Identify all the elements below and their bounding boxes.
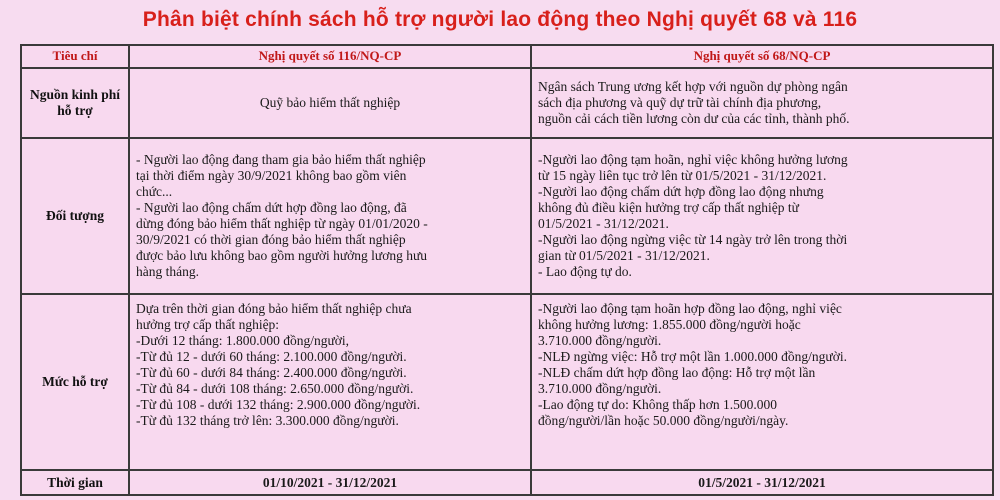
row-label-levels: Mức hỗ trợ bbox=[21, 294, 129, 470]
cell-text-line: không đủ điều kiện hưởng trợ cấp thất nghiệp từ bbox=[538, 200, 799, 216]
header-criteria: Tiêu chí bbox=[21, 45, 129, 68]
cell-subjects-nq116 bbox=[129, 138, 531, 294]
cell-text-line: được bảo lưu không bao gồm người hưởng lương hưu bbox=[136, 248, 428, 264]
cell-text-line: 30/9/2021 có thời gian đóng bảo hiểm thất nghiệp bbox=[136, 232, 406, 248]
cell-funding-nq68 bbox=[531, 68, 993, 139]
cell-text-line: hưởng trợ cấp thất nghiệp: bbox=[136, 316, 280, 332]
table-row-funding bbox=[21, 68, 993, 139]
cell-text-line: -NLĐ ngừng việc: Hỗ trợ một lần 1.000.000 đồng/người. bbox=[538, 348, 848, 364]
cell-text-line: Ngân sách Trung ương kết hợp với nguồn dự phòng ngân bbox=[538, 79, 848, 95]
cell-text-line: -Từ đủ 60 - dưới 84 tháng: 2.400.000 đồng/người. bbox=[136, 364, 407, 380]
row-label-funding: Nguồn kinh phí hỗ trợ bbox=[21, 68, 129, 139]
cell-text-line: -Từ đủ 12 - dưới 60 tháng: 2.100.000 đồng/người. bbox=[136, 348, 407, 364]
cell-text-line: -Dưới 12 tháng: 1.800.000 đồng/người, bbox=[136, 332, 350, 348]
cell-text-line: 01/5/2021 - 31/12/2021. bbox=[538, 216, 669, 232]
cell-text-line: -Người lao động tạm hoãn hợp đồng lao động, nghỉ việc bbox=[538, 300, 842, 316]
cell-text-line: -Từ đủ 108 - dưới 132 tháng: 2.900.000 đồng/người. bbox=[136, 396, 421, 412]
cell-funding-nq116: Quỹ bảo hiểm thất nghiệp bbox=[129, 68, 531, 139]
cell-text-line: hàng tháng. bbox=[136, 264, 199, 280]
cell-text-line: 3.710.000 đồng/người. bbox=[538, 332, 662, 348]
table-row-time bbox=[21, 470, 993, 495]
cell-text-line: - Người lao động chấm dứt hợp đồng lao động, đã bbox=[136, 200, 407, 216]
cell-text-line: sách địa phương và quỹ dự trữ tài chính địa phương, bbox=[538, 95, 822, 111]
cell-text-line: chức... bbox=[136, 184, 173, 200]
cell-text-line: - Người lao động đang tham gia bảo hiểm thất nghiệp bbox=[136, 152, 426, 168]
cell-text-line: từ 15 ngày liên tục trở lên từ 01/5/2021 - 31/12/2021. bbox=[538, 168, 827, 184]
cell-levels-nq116 bbox=[129, 294, 531, 470]
cell-text-line: -Người lao động ngừng việc từ 14 ngày trở lên trong thời bbox=[538, 232, 848, 248]
header-nq68: Nghị quyết số 68/NQ-CP bbox=[531, 45, 993, 68]
cell-text-line: -Lao động tự do: Không thấp hơn 1.500.000 bbox=[538, 396, 778, 412]
cell-text-line: 3.710.000 đồng/người. bbox=[538, 380, 662, 396]
page-title: Phân biệt chính sách hỗ trợ người lao động theo Nghị quyết 68 và 116 bbox=[142, 8, 858, 31]
cell-text-line: dừng đóng bảo hiểm thất nghiệp từ ngày 01/01/2020 - bbox=[136, 216, 428, 232]
table-row-subjects bbox=[21, 138, 993, 294]
cell-text-line: -NLĐ chấm dứt hợp đồng lao động: Hỗ trợ một lần bbox=[538, 364, 816, 380]
row-label-subjects: Đối tượng bbox=[21, 138, 129, 294]
cell-text-line: - Lao động tự do. bbox=[538, 264, 632, 280]
cell-text-line: nguồn cải cách tiền lương còn dư của các tỉnh, thành phố. bbox=[538, 111, 850, 127]
comparison-table bbox=[20, 44, 994, 496]
cell-levels-nq68 bbox=[531, 294, 993, 470]
cell-text-line: gian từ 01/5/2021 - 31/12/2021. bbox=[538, 248, 710, 264]
table-row-levels bbox=[21, 294, 993, 470]
cell-time-nq68: 01/5/2021 - 31/12/2021 bbox=[531, 470, 993, 495]
cell-subjects-nq68 bbox=[531, 138, 993, 294]
header-nq116: Nghị quyết số 116/NQ-CP bbox=[129, 45, 531, 68]
row-label-time: Thời gian bbox=[21, 470, 129, 495]
cell-text-line: -Người lao động chấm dứt hợp đồng lao động nhưng bbox=[538, 184, 824, 200]
cell-text-line: không hưởng lương: 1.855.000 đồng/người hoặc bbox=[538, 316, 801, 332]
cell-text-line: -Từ đủ 132 tháng trở lên: 3.300.000 đồng/người. bbox=[136, 412, 399, 428]
cell-text-line: -Từ đủ 84 - dưới 108 tháng: 2.650.000 đồng/người. bbox=[136, 380, 414, 396]
cell-text-line: -Người lao động tạm hoãn, nghỉ việc không hưởng lương bbox=[538, 152, 848, 168]
cell-text-line: tại thời điểm ngày 30/9/2021 không bao gồm viên bbox=[136, 168, 407, 184]
cell-time-nq116: 01/10/2021 - 31/12/2021 bbox=[129, 470, 531, 495]
table-header-row bbox=[21, 45, 993, 68]
cell-text-line: Dựa trên thời gian đóng bảo hiểm thất nghiệp chưa bbox=[136, 300, 412, 316]
cell-text-line: đồng/người/lần hoặc 50.000 đồng/người/ngày. bbox=[538, 412, 789, 428]
